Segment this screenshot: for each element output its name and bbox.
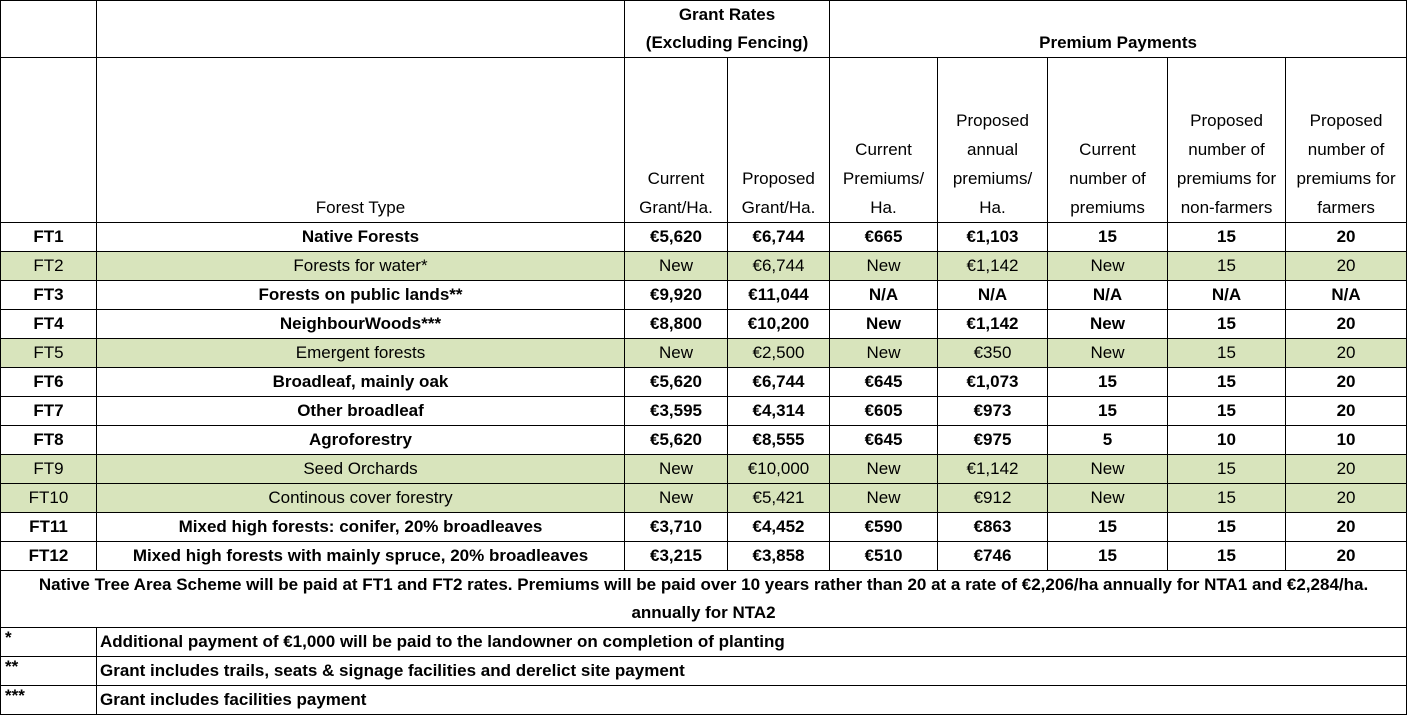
cell-proposed-nonfarmers: 15: [1168, 513, 1286, 542]
cell-current-premium: €590: [830, 513, 938, 542]
cell-forest-code: FT9: [1, 455, 97, 484]
header-current-grant: Current Grant/Ha.: [625, 58, 728, 223]
cell-proposed-nonfarmers: 15: [1168, 252, 1286, 281]
footnote-row: [1, 628, 1407, 657]
cell-current-premium: €645: [830, 368, 938, 397]
cell-current-number: New: [1048, 339, 1168, 368]
cell-proposed-nonfarmers: 15: [1168, 310, 1286, 339]
cell-current-grant: €5,620: [625, 426, 728, 455]
cell-proposed-grant: €6,744: [728, 368, 830, 397]
cell-current-grant: New: [625, 484, 728, 513]
cell-forest-type: Mixed high forests: conifer, 20% broadleaves: [97, 513, 625, 542]
cell-current-number: New: [1048, 252, 1168, 281]
header-row-columns: [1, 58, 1407, 223]
header-proposed-nonfarmers: Proposed number of premiums for non-farmers: [1168, 58, 1286, 223]
cell-proposed-premium: €1,142: [938, 252, 1048, 281]
footnote-text: Grant includes trails, seats & signage facilities and derelict site payment: [97, 657, 1407, 686]
header-code: [1, 58, 97, 223]
cell-forest-type: Broadleaf, mainly oak: [97, 368, 625, 397]
table-row: [1, 513, 1407, 542]
header-proposed-grant: Proposed Grant/Ha.: [728, 58, 830, 223]
cell-current-grant: New: [625, 339, 728, 368]
footnote-row: [1, 657, 1407, 686]
native-tree-area-note: Native Tree Area Scheme will be paid at FT1 and FT2 rates. Premiums will be paid over 10 years rather than 20 at a rate of €2,206/ha annually for NTA1 and €2,284/ha. annually for NTA2: [1, 571, 1407, 628]
cell-current-grant: €9,920: [625, 281, 728, 310]
cell-proposed-farmers: 20: [1286, 513, 1407, 542]
cell-proposed-grant: €4,452: [728, 513, 830, 542]
cell-current-grant: €5,620: [625, 368, 728, 397]
grant-rates-subtitle: (Excluding Fencing): [645, 33, 809, 52]
cell-current-grant: €3,595: [625, 397, 728, 426]
cell-current-grant: New: [625, 455, 728, 484]
cell-forest-code: FT2: [1, 252, 97, 281]
cell-proposed-farmers: 20: [1286, 310, 1407, 339]
table-row: [1, 368, 1407, 397]
cell-proposed-farmers: 20: [1286, 252, 1407, 281]
cell-current-premium: New: [830, 252, 938, 281]
cell-proposed-farmers: 20: [1286, 455, 1407, 484]
header-empty-code: [1, 1, 97, 58]
cell-forest-type: Native Forests: [97, 223, 625, 252]
cell-current-grant: €3,710: [625, 513, 728, 542]
cell-current-premium: N/A: [830, 281, 938, 310]
cell-proposed-nonfarmers: 15: [1168, 368, 1286, 397]
header-proposed-premiums: Proposed annual premiums/ Ha.: [938, 58, 1048, 223]
cell-forest-type: NeighbourWoods***: [97, 310, 625, 339]
cell-proposed-farmers: 20: [1286, 397, 1407, 426]
cell-proposed-nonfarmers: 15: [1168, 397, 1286, 426]
cell-proposed-grant: €4,314: [728, 397, 830, 426]
cell-forest-code: FT6: [1, 368, 97, 397]
cell-proposed-farmers: 20: [1286, 223, 1407, 252]
cell-proposed-nonfarmers: 15: [1168, 542, 1286, 571]
header-current-number: Current number of premiums: [1048, 58, 1168, 223]
cell-proposed-premium: €1,103: [938, 223, 1048, 252]
cell-current-number: 5: [1048, 426, 1168, 455]
cell-current-grant: €3,215: [625, 542, 728, 571]
cell-proposed-farmers: 20: [1286, 542, 1407, 571]
table-row: [1, 310, 1407, 339]
header-row-groups: [1, 1, 1407, 58]
table-row: [1, 426, 1407, 455]
cell-proposed-premium: €350: [938, 339, 1048, 368]
cell-proposed-grant: €6,744: [728, 223, 830, 252]
cell-forest-code: FT12: [1, 542, 97, 571]
cell-proposed-premium: €1,142: [938, 310, 1048, 339]
footnote-symbol: **: [1, 657, 97, 686]
header-proposed-farmers: Proposed number of premiums for farmers: [1286, 58, 1407, 223]
cell-current-grant: New: [625, 252, 728, 281]
cell-proposed-nonfarmers: 10: [1168, 426, 1286, 455]
cell-proposed-premium: €863: [938, 513, 1048, 542]
footnote-symbol: ***: [1, 686, 97, 715]
cell-current-premium: New: [830, 484, 938, 513]
cell-proposed-grant: €6,744: [728, 252, 830, 281]
cell-proposed-farmers: N/A: [1286, 281, 1407, 310]
cell-forest-code: FT7: [1, 397, 97, 426]
cell-current-premium: €605: [830, 397, 938, 426]
header-forest-type: Forest Type: [97, 58, 625, 223]
cell-current-number: 15: [1048, 368, 1168, 397]
footnote-text: Additional payment of €1,000 will be paid to the landowner on completion of planting: [97, 628, 1407, 657]
cell-forest-code: FT11: [1, 513, 97, 542]
cell-proposed-grant: €8,555: [728, 426, 830, 455]
cell-proposed-nonfarmers: N/A: [1168, 281, 1286, 310]
cell-forest-code: FT1: [1, 223, 97, 252]
cell-forest-type: Forests on public lands**: [97, 281, 625, 310]
footnote-text: Grant includes facilities payment: [97, 686, 1407, 715]
cell-proposed-premium: €973: [938, 397, 1048, 426]
footnote-row: [1, 686, 1407, 715]
cell-proposed-nonfarmers: 15: [1168, 223, 1286, 252]
cell-proposed-nonfarmers: 15: [1168, 455, 1286, 484]
cell-current-number: 15: [1048, 513, 1168, 542]
cell-current-number: 15: [1048, 397, 1168, 426]
cell-proposed-premium: €912: [938, 484, 1048, 513]
cell-proposed-farmers: 20: [1286, 484, 1407, 513]
cell-forest-code: FT3: [1, 281, 97, 310]
cell-current-number: 15: [1048, 223, 1168, 252]
cell-current-number: New: [1048, 310, 1168, 339]
cell-proposed-premium: €1,142: [938, 455, 1048, 484]
cell-proposed-farmers: 20: [1286, 368, 1407, 397]
cell-forest-type: Continous cover forestry: [97, 484, 625, 513]
cell-proposed-nonfarmers: 15: [1168, 339, 1286, 368]
cell-current-number: New: [1048, 484, 1168, 513]
cell-proposed-nonfarmers: 15: [1168, 484, 1286, 513]
cell-current-number: New: [1048, 455, 1168, 484]
cell-current-grant: €8,800: [625, 310, 728, 339]
cell-current-premium: New: [830, 455, 938, 484]
cell-proposed-grant: €10,200: [728, 310, 830, 339]
table-row: [1, 252, 1407, 281]
cell-current-premium: New: [830, 339, 938, 368]
cell-proposed-grant: €2,500: [728, 339, 830, 368]
cell-forest-type: Agroforestry: [97, 426, 625, 455]
table-row: [1, 455, 1407, 484]
cell-current-number: 15: [1048, 542, 1168, 571]
table-row: [1, 484, 1407, 513]
table-row: [1, 339, 1407, 368]
cell-forest-type: Emergent forests: [97, 339, 625, 368]
footnote-symbol: *: [1, 628, 97, 657]
grant-rates-title: Grant Rates: [678, 5, 776, 24]
cell-current-premium: New: [830, 310, 938, 339]
cell-current-premium: €510: [830, 542, 938, 571]
cell-forest-type: Forests for water*: [97, 252, 625, 281]
cell-proposed-grant: €10,000: [728, 455, 830, 484]
cell-current-grant: €5,620: [625, 223, 728, 252]
cell-proposed-premium: €746: [938, 542, 1048, 571]
table-row: [1, 281, 1407, 310]
cell-forest-code: FT8: [1, 426, 97, 455]
cell-current-premium: €665: [830, 223, 938, 252]
cell-proposed-premium: €975: [938, 426, 1048, 455]
cell-proposed-grant: €3,858: [728, 542, 830, 571]
cell-forest-code: FT10: [1, 484, 97, 513]
cell-proposed-premium: N/A: [938, 281, 1048, 310]
grant-rates-header: [625, 1, 830, 58]
cell-current-premium: €645: [830, 426, 938, 455]
table-row: [1, 397, 1407, 426]
cell-forest-code: FT4: [1, 310, 97, 339]
table-row: [1, 542, 1407, 571]
header-current-premiums: Current Premiums/ Ha.: [830, 58, 938, 223]
cell-forest-type: Other broadleaf: [97, 397, 625, 426]
cell-forest-type: Mixed high forests with mainly spruce, 20% broadleaves: [97, 542, 625, 571]
table-row: [1, 223, 1407, 252]
cell-forest-type: Seed Orchards: [97, 455, 625, 484]
cell-proposed-grant: €5,421: [728, 484, 830, 513]
cell-proposed-grant: €11,044: [728, 281, 830, 310]
cell-current-number: N/A: [1048, 281, 1168, 310]
cell-proposed-premium: €1,073: [938, 368, 1048, 397]
cell-forest-code: FT5: [1, 339, 97, 368]
premium-payments-header: Premium Payments: [830, 1, 1407, 58]
cell-proposed-farmers: 20: [1286, 339, 1407, 368]
header-empty-type: [97, 1, 625, 58]
note-row: [1, 571, 1407, 628]
cell-proposed-farmers: 10: [1286, 426, 1407, 455]
